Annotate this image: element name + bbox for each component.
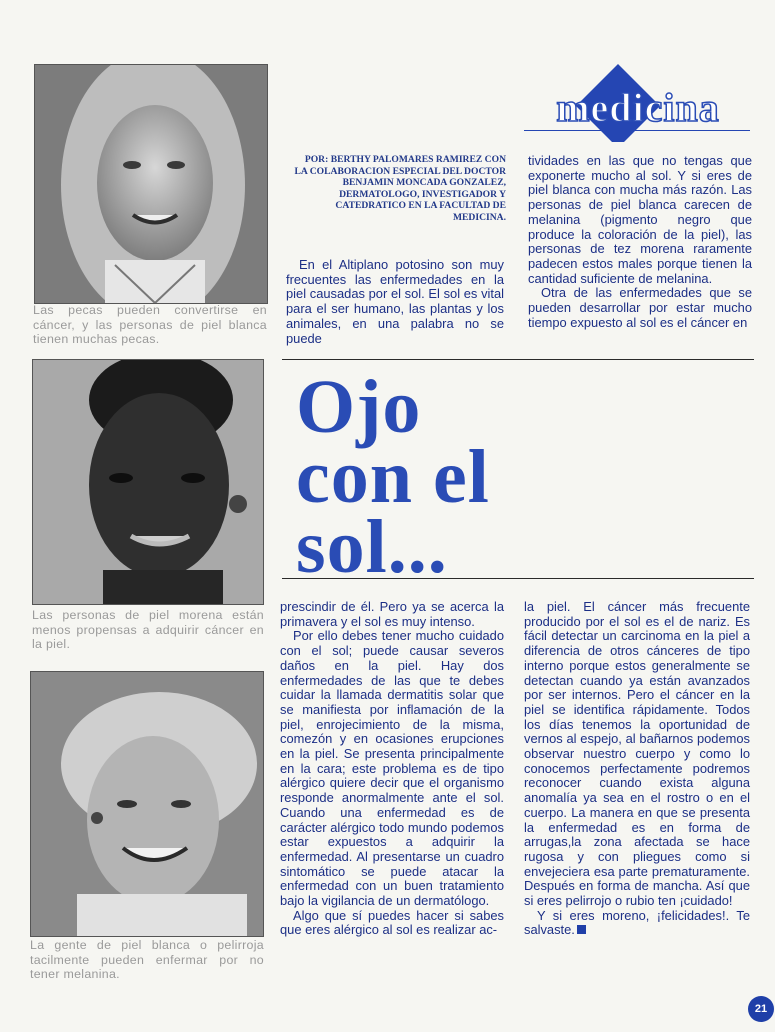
paragraph: En el Altiplano potosino son muy frecuentes las enfermedades en la piel causadas por el sol. El sol es vital para el ser humano, las plantas y los animales, en una palabra no se puede bbox=[286, 257, 504, 346]
headline-line-3: sol... bbox=[296, 505, 448, 589]
photo-caption-2: Las personas de piel morena están menos propensas a adquirir cáncer en la piel. bbox=[32, 608, 264, 652]
text-column-top-2 bbox=[528, 154, 752, 330]
photo-caption-3: La gente de piel blanca o pelirroja tacilmente pueden enfermar por no tener melanina. bbox=[30, 938, 264, 982]
photo-woman-2 bbox=[32, 359, 264, 605]
photo-woman-1 bbox=[34, 64, 268, 304]
headline bbox=[296, 365, 716, 589]
paragraph: tividades en las que no tengas que exponerte mucho al sol. Y si eres de piel blanca con mucha más razón. Las personas de piel blanca carecen de melanina (pigmento negro que produce la coloración de la piel), las personas de tez morena raramente padecen estos males porque tienen la cantidad suficiente de melanina. bbox=[528, 153, 752, 286]
text-column-top-1 bbox=[286, 258, 504, 346]
paragraph: prescindir de él. Pero ya se acerca la primavera y el sol es muy intenso. bbox=[280, 599, 504, 629]
paragraph: la piel. El cáncer más frecuente producido por el sol es el de nariz. Es fácil detectar un carcinoma en la piel a diferencia de otros cánceres de tipo interno porque estos generalmente se detectan cuando ya están avanzados por ser internos. Pero el cáncer en la piel se identifica rápidamente. Todos los días tenemos la oportunidad de vernos al espejo, al bañarnos podemos observar nuestro cuerpo y como lo conocemos perfectamente podremos reconocer cuando exista alguna anomalía ya sea en el rostro o en el cuerpo. La manera en que se presenta la enfermedad es en forma de arrugas,la zona afectada se hace rugosa y con pliegues como si envejeciera esa parte prematuramente. Después en forma de mancha. Así que si eres pelirrojo o rubio ten ¡cuidado! bbox=[524, 599, 750, 909]
section-label: medicina bbox=[556, 85, 720, 130]
paragraph: Algo que sí puedes hacer si sabes que eres alérgico al sol es realizar ac- bbox=[280, 907, 504, 938]
end-mark-icon bbox=[577, 925, 586, 934]
page-number: 21 bbox=[748, 996, 774, 1022]
photo-woman-3 bbox=[30, 671, 264, 937]
text-column-bottom-2 bbox=[524, 600, 750, 938]
paragraph: Otra de las enfermedades que se pueden desarrollar por estar mucho tiempo expuesto al sol es el cáncer en bbox=[528, 285, 752, 330]
text-column-bottom-1 bbox=[280, 600, 504, 938]
headline-line-1: Ojo bbox=[296, 365, 422, 449]
headline-line-2: con el bbox=[296, 435, 490, 519]
paragraph: Por ello debes tener mucho cuidado con el sol; puede causar severos daños en la piel. Hay dos enfermedades de las que te debes cuidar la llamada dermatitis solar que se manifiesta por inflamación de la piel, enrojecimiento de la misma, comezón y en ocasiones erupciones en la piel. Se presenta principalmente en la cara; este problema es de tipo alérgico quiere decir que el organismo responde anormalmente ante el sol. Cuando una enfermedad es de carácter alérgico todo mundo podemos estar expuestos a adquirir la enfermedad. Al presentarse un cuadro sintomático se puede atacar la enfermedad con un buen tratamiento bajo la vigilancia de un dermatólogo. bbox=[280, 628, 504, 909]
section-header bbox=[518, 62, 756, 142]
divider-top bbox=[282, 359, 754, 360]
byline: POR: BERTHY PALOMARES RAMIREZ CON LA COLABORACION ESPECIAL DEL DOCTOR BENJAMIN MONCADA GONZALEZ, DERMATOLOGO, INVESTIGADOR Y CATEDRATICO EN LA FACULTAD DE MEDICINA. bbox=[294, 154, 506, 223]
photo-caption-1: Las pecas pueden convertirse en cáncer, y las personas de piel blanca tienen muchas pecas. bbox=[33, 303, 267, 347]
paragraph-end: Y si eres moreno, ¡felicidades!. Te salvaste. bbox=[524, 907, 750, 938]
